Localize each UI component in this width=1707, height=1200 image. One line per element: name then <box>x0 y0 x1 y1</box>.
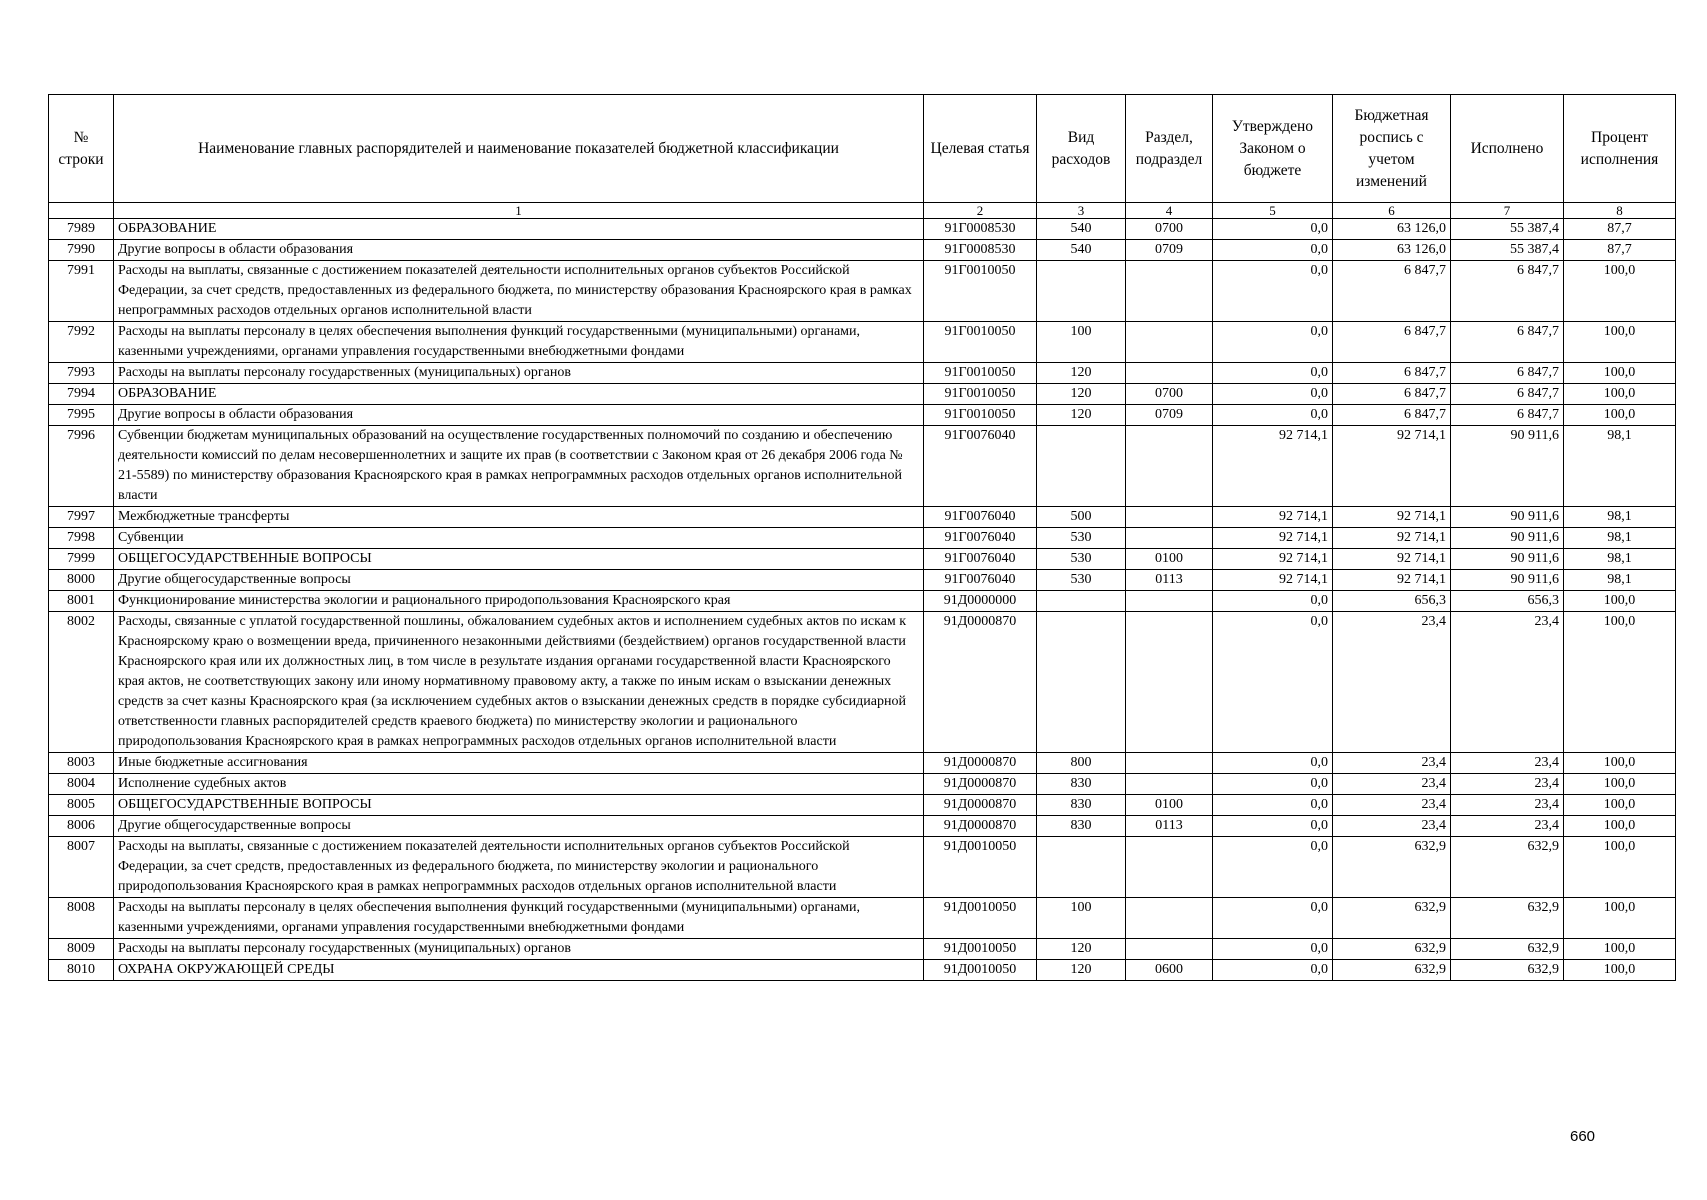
table-row <box>49 816 1676 837</box>
row-expense-type: 800 <box>1037 753 1126 774</box>
table-row <box>49 753 1676 774</box>
table-row <box>49 837 1676 898</box>
row-expense-type: 530 <box>1037 528 1126 549</box>
row-section: 0709 <box>1126 240 1213 261</box>
row-approved: 92 714,1 <box>1213 426 1333 507</box>
row-executed: 632,9 <box>1451 837 1564 898</box>
row-expense-type: 120 <box>1037 405 1126 426</box>
header-executed: Исполнено <box>1451 95 1564 203</box>
row-executed: 90 911,6 <box>1451 426 1564 507</box>
row-executed: 90 911,6 <box>1451 528 1564 549</box>
column-number-blank <box>49 203 114 219</box>
row-expense-type: 830 <box>1037 795 1126 816</box>
row-approved: 0,0 <box>1213 384 1333 405</box>
row-approved: 0,0 <box>1213 795 1333 816</box>
row-approved: 0,0 <box>1213 405 1333 426</box>
row-budget-list: 92 714,1 <box>1333 507 1451 528</box>
column-number: 4 <box>1126 203 1213 219</box>
row-target-article: 91Г0076040 <box>924 549 1037 570</box>
row-expense-type <box>1037 837 1126 898</box>
row-expense-type <box>1037 612 1126 753</box>
row-section: 0709 <box>1126 405 1213 426</box>
row-budget-list: 23,4 <box>1333 753 1451 774</box>
row-executed: 23,4 <box>1451 612 1564 753</box>
row-target-article: 91Д0010050 <box>924 898 1037 939</box>
row-section <box>1126 591 1213 612</box>
row-executed: 90 911,6 <box>1451 570 1564 591</box>
row-name: Межбюджетные трансферты <box>114 507 924 528</box>
row-target-article: 91Д0000000 <box>924 591 1037 612</box>
row-expense-type <box>1037 591 1126 612</box>
row-percent: 100,0 <box>1564 322 1676 363</box>
row-approved: 0,0 <box>1213 612 1333 753</box>
row-section: 0100 <box>1126 549 1213 570</box>
row-expense-type <box>1037 261 1126 322</box>
row-number: 8006 <box>49 816 114 837</box>
row-section <box>1126 507 1213 528</box>
row-percent: 100,0 <box>1564 960 1676 981</box>
row-section: 0113 <box>1126 570 1213 591</box>
table-row <box>49 240 1676 261</box>
row-section <box>1126 939 1213 960</box>
row-target-article: 91Г0010050 <box>924 363 1037 384</box>
row-executed: 632,9 <box>1451 898 1564 939</box>
row-budget-list: 632,9 <box>1333 960 1451 981</box>
row-approved: 0,0 <box>1213 261 1333 322</box>
row-percent: 100,0 <box>1564 753 1676 774</box>
row-approved: 92 714,1 <box>1213 549 1333 570</box>
row-section <box>1126 774 1213 795</box>
row-name: ОБРАЗОВАНИЕ <box>114 384 924 405</box>
row-budget-list: 92 714,1 <box>1333 570 1451 591</box>
row-expense-type: 540 <box>1037 219 1126 240</box>
row-name: Расходы на выплаты, связанные с достижением показателей деятельности исполнительных органов субъектов Российской Федерации, за счет средств, предоставленных из федерального бюджета, по министерству образования Красноярского края в рамках непрограммных расходов отдельных органов исполнительной власти <box>114 261 924 322</box>
row-executed: 6 847,7 <box>1451 322 1564 363</box>
row-expense-type: 120 <box>1037 363 1126 384</box>
row-target-article: 91Г0010050 <box>924 384 1037 405</box>
row-name: Расходы на выплаты персоналу государственных (муниципальных) органов <box>114 363 924 384</box>
row-number: 8007 <box>49 837 114 898</box>
row-section: 0100 <box>1126 795 1213 816</box>
row-executed: 6 847,7 <box>1451 384 1564 405</box>
table-row <box>49 363 1676 384</box>
column-number: 8 <box>1564 203 1676 219</box>
row-name: Другие вопросы в области образования <box>114 405 924 426</box>
row-target-article: 91Д0000870 <box>924 753 1037 774</box>
row-approved: 0,0 <box>1213 960 1333 981</box>
row-executed: 632,9 <box>1451 960 1564 981</box>
row-number: 7993 <box>49 363 114 384</box>
row-target-article: 91Д0010050 <box>924 960 1037 981</box>
row-name: ОБРАЗОВАНИЕ <box>114 219 924 240</box>
row-approved: 0,0 <box>1213 774 1333 795</box>
row-percent: 98,1 <box>1564 507 1676 528</box>
budget-table <box>48 94 1676 981</box>
row-target-article: 91Г0010050 <box>924 322 1037 363</box>
table-row <box>49 591 1676 612</box>
row-expense-type: 100 <box>1037 322 1126 363</box>
row-target-article: 91Г0076040 <box>924 570 1037 591</box>
column-number: 3 <box>1037 203 1126 219</box>
table-body <box>49 219 1676 981</box>
row-section <box>1126 753 1213 774</box>
row-percent: 100,0 <box>1564 591 1676 612</box>
row-section <box>1126 363 1213 384</box>
row-approved: 92 714,1 <box>1213 570 1333 591</box>
row-section <box>1126 322 1213 363</box>
row-number: 7997 <box>49 507 114 528</box>
row-approved: 92 714,1 <box>1213 507 1333 528</box>
row-name: Исполнение судебных актов <box>114 774 924 795</box>
row-number: 8002 <box>49 612 114 753</box>
row-budget-list: 92 714,1 <box>1333 549 1451 570</box>
row-number: 7995 <box>49 405 114 426</box>
row-percent: 100,0 <box>1564 795 1676 816</box>
row-executed: 6 847,7 <box>1451 261 1564 322</box>
row-budget-list: 656,3 <box>1333 591 1451 612</box>
row-percent: 100,0 <box>1564 612 1676 753</box>
row-name: Расходы на выплаты персоналу государственных (муниципальных) органов <box>114 939 924 960</box>
header-row-no: № строки <box>49 95 114 203</box>
row-approved: 92 714,1 <box>1213 528 1333 549</box>
row-percent: 100,0 <box>1564 384 1676 405</box>
row-target-article: 91Г0008530 <box>924 219 1037 240</box>
row-name: Другие вопросы в области образования <box>114 240 924 261</box>
header-expense-type: Вид расходов <box>1037 95 1126 203</box>
row-budget-list: 92 714,1 <box>1333 528 1451 549</box>
row-section <box>1126 528 1213 549</box>
row-executed: 55 387,4 <box>1451 219 1564 240</box>
row-target-article: 91Г0076040 <box>924 507 1037 528</box>
column-number: 7 <box>1451 203 1564 219</box>
row-target-article: 91Д0000870 <box>924 816 1037 837</box>
column-number: 2 <box>924 203 1037 219</box>
table-row <box>49 774 1676 795</box>
row-number: 8010 <box>49 960 114 981</box>
row-budget-list: 23,4 <box>1333 795 1451 816</box>
row-executed: 6 847,7 <box>1451 405 1564 426</box>
row-number: 7989 <box>49 219 114 240</box>
row-executed: 23,4 <box>1451 816 1564 837</box>
row-section: 0113 <box>1126 816 1213 837</box>
table-header <box>49 95 1676 219</box>
row-number: 8008 <box>49 898 114 939</box>
row-percent: 100,0 <box>1564 261 1676 322</box>
row-expense-type <box>1037 426 1126 507</box>
row-target-article: 91Д0000870 <box>924 795 1037 816</box>
row-name: ОБЩЕГОСУДАРСТВЕННЫЕ ВОПРОСЫ <box>114 549 924 570</box>
row-percent: 87,7 <box>1564 240 1676 261</box>
row-section <box>1126 612 1213 753</box>
row-section: 0600 <box>1126 960 1213 981</box>
table-row <box>49 322 1676 363</box>
row-expense-type: 530 <box>1037 570 1126 591</box>
row-executed: 6 847,7 <box>1451 363 1564 384</box>
table-row <box>49 507 1676 528</box>
row-percent: 98,1 <box>1564 549 1676 570</box>
row-budget-list: 63 126,0 <box>1333 240 1451 261</box>
row-target-article: 91Г0010050 <box>924 405 1037 426</box>
row-target-article: 91Г0010050 <box>924 261 1037 322</box>
table-row <box>49 939 1676 960</box>
row-approved: 0,0 <box>1213 753 1333 774</box>
row-name: Функционирование министерства экологии и рационального природопользования Красноярского края <box>114 591 924 612</box>
header-approved: Утверждено Законом о бюджете <box>1213 95 1333 203</box>
row-number: 8009 <box>49 939 114 960</box>
row-executed: 23,4 <box>1451 795 1564 816</box>
row-percent: 100,0 <box>1564 837 1676 898</box>
row-budget-list: 6 847,7 <box>1333 261 1451 322</box>
row-budget-list: 632,9 <box>1333 939 1451 960</box>
row-target-article: 91Г0076040 <box>924 426 1037 507</box>
row-section <box>1126 898 1213 939</box>
row-budget-list: 6 847,7 <box>1333 384 1451 405</box>
table-row <box>49 795 1676 816</box>
row-budget-list: 6 847,7 <box>1333 322 1451 363</box>
row-expense-type: 120 <box>1037 384 1126 405</box>
table-row <box>49 219 1676 240</box>
row-budget-list: 6 847,7 <box>1333 405 1451 426</box>
table-row <box>49 426 1676 507</box>
table-row <box>49 898 1676 939</box>
row-target-article: 91Д0000870 <box>924 612 1037 753</box>
row-name: Иные бюджетные ассигнования <box>114 753 924 774</box>
row-expense-type: 530 <box>1037 549 1126 570</box>
row-approved: 0,0 <box>1213 591 1333 612</box>
row-target-article: 91Д0010050 <box>924 837 1037 898</box>
row-executed: 90 911,6 <box>1451 507 1564 528</box>
header-name: Наименование главных распорядителей и наименование показателей бюджетной классификации <box>114 95 924 203</box>
table-row <box>49 405 1676 426</box>
row-number: 7991 <box>49 261 114 322</box>
row-percent: 100,0 <box>1564 939 1676 960</box>
header-percent: Процент исполнения <box>1564 95 1676 203</box>
row-budget-list: 632,9 <box>1333 898 1451 939</box>
row-name: Расходы на выплаты персоналу в целях обеспечения выполнения функций государственными (муниципальными) органами, казенными учреждениями, органами управления государственными внебюджетными фондами <box>114 322 924 363</box>
row-budget-list: 92 714,1 <box>1333 426 1451 507</box>
row-number: 8003 <box>49 753 114 774</box>
row-name: Расходы на выплаты персоналу в целях обеспечения выполнения функций государственными (муниципальными) органами, казенными учреждениями, органами управления государственными внебюджетными фондами <box>114 898 924 939</box>
row-section <box>1126 837 1213 898</box>
table-row <box>49 261 1676 322</box>
row-number: 8005 <box>49 795 114 816</box>
row-percent: 98,1 <box>1564 570 1676 591</box>
row-percent: 98,1 <box>1564 528 1676 549</box>
row-approved: 0,0 <box>1213 939 1333 960</box>
row-number: 8004 <box>49 774 114 795</box>
row-name: ОБЩЕГОСУДАРСТВЕННЫЕ ВОПРОСЫ <box>114 795 924 816</box>
table-row <box>49 528 1676 549</box>
row-number: 7990 <box>49 240 114 261</box>
row-number: 7992 <box>49 322 114 363</box>
row-number: 8001 <box>49 591 114 612</box>
row-percent: 87,7 <box>1564 219 1676 240</box>
row-approved: 0,0 <box>1213 240 1333 261</box>
row-name: Субвенции <box>114 528 924 549</box>
page-number: 660 <box>1570 1128 1596 1145</box>
header-budget-list: Бюджетная роспись с учетом изменений <box>1333 95 1451 203</box>
row-section <box>1126 261 1213 322</box>
row-name: Расходы, связанные с уплатой государственной пошлины, обжалованием судебных актов и исполнением судебных актов по искам к Красноярскому краю о возмещении вреда, причиненного незаконными действиями (бездействием) органов государственной власти Красноярского края или их должностных лиц, в том числе в результате издания органами государственной власти Красноярского края актов, не соответствующих закону или иному нормативному правовому акту, а также по иным искам о взыскании денежных средств за счет казны Красноярского края (за исключением судебных актов о взыскании денежных средств в порядке субсидиарной ответственности главных распорядителей средств краевого бюджета) по министерству экологии и рационального природопользования Красноярского края в рамках непрограммных расходов отдельных органов исполнительной власти <box>114 612 924 753</box>
row-target-article: 91Г0008530 <box>924 240 1037 261</box>
row-approved: 0,0 <box>1213 837 1333 898</box>
row-percent: 100,0 <box>1564 816 1676 837</box>
table-row <box>49 549 1676 570</box>
table-row <box>49 612 1676 753</box>
row-budget-list: 23,4 <box>1333 816 1451 837</box>
row-section: 0700 <box>1126 219 1213 240</box>
row-number: 8000 <box>49 570 114 591</box>
row-percent: 100,0 <box>1564 774 1676 795</box>
row-percent: 98,1 <box>1564 426 1676 507</box>
row-number: 7999 <box>49 549 114 570</box>
row-number: 7998 <box>49 528 114 549</box>
row-target-article: 91Д0010050 <box>924 939 1037 960</box>
row-executed: 656,3 <box>1451 591 1564 612</box>
column-number-row <box>49 203 1676 219</box>
row-expense-type: 120 <box>1037 960 1126 981</box>
header-row <box>49 95 1676 203</box>
row-number: 7996 <box>49 426 114 507</box>
row-expense-type: 500 <box>1037 507 1126 528</box>
row-executed: 90 911,6 <box>1451 549 1564 570</box>
row-name: Расходы на выплаты, связанные с достижением показателей деятельности исполнительных органов субъектов Российской Федерации, за счет средств, предоставленных из федерального бюджета, по министерству экологии и рационального природопользования Красноярского края в рамках непрограммных расходов отдельных органов исполнительной власти <box>114 837 924 898</box>
column-number: 5 <box>1213 203 1333 219</box>
row-target-article: 91Г0076040 <box>924 528 1037 549</box>
row-name: Субвенции бюджетам муниципальных образований на осуществление государственных полномочий по созданию и обеспечению деятельности комиссий по делам несовершеннолетних и защите их прав (в соответствии с Законом края от 26 декабря 2006 года № 21-5589) по министерству образования Красноярского края в рамках непрограммных расходов отдельных органов исполнительной власти <box>114 426 924 507</box>
row-budget-list: 23,4 <box>1333 774 1451 795</box>
row-percent: 100,0 <box>1564 363 1676 384</box>
row-executed: 55 387,4 <box>1451 240 1564 261</box>
row-expense-type: 830 <box>1037 774 1126 795</box>
row-expense-type: 830 <box>1037 816 1126 837</box>
row-section: 0700 <box>1126 384 1213 405</box>
table-row <box>49 960 1676 981</box>
row-budget-list: 632,9 <box>1333 837 1451 898</box>
header-target-article: Целевая статья <box>924 95 1037 203</box>
row-budget-list: 6 847,7 <box>1333 363 1451 384</box>
row-approved: 0,0 <box>1213 219 1333 240</box>
row-name: Другие общегосударственные вопросы <box>114 570 924 591</box>
row-approved: 0,0 <box>1213 898 1333 939</box>
row-percent: 100,0 <box>1564 898 1676 939</box>
row-section <box>1126 426 1213 507</box>
row-name: ОХРАНА ОКРУЖАЮЩЕЙ СРЕДЫ <box>114 960 924 981</box>
row-approved: 0,0 <box>1213 363 1333 384</box>
table-row <box>49 570 1676 591</box>
row-executed: 23,4 <box>1451 753 1564 774</box>
row-target-article: 91Д0000870 <box>924 774 1037 795</box>
row-name: Другие общегосударственные вопросы <box>114 816 924 837</box>
row-approved: 0,0 <box>1213 322 1333 363</box>
table-row <box>49 384 1676 405</box>
header-section: Раздел, подраздел <box>1126 95 1213 203</box>
row-expense-type: 540 <box>1037 240 1126 261</box>
row-expense-type: 120 <box>1037 939 1126 960</box>
row-executed: 23,4 <box>1451 774 1564 795</box>
row-budget-list: 63 126,0 <box>1333 219 1451 240</box>
row-expense-type: 100 <box>1037 898 1126 939</box>
row-percent: 100,0 <box>1564 405 1676 426</box>
column-number: 6 <box>1333 203 1451 219</box>
row-number: 7994 <box>49 384 114 405</box>
budget-sheet <box>48 94 1675 981</box>
row-approved: 0,0 <box>1213 816 1333 837</box>
row-executed: 632,9 <box>1451 939 1564 960</box>
column-number: 1 <box>114 203 924 219</box>
row-budget-list: 23,4 <box>1333 612 1451 753</box>
